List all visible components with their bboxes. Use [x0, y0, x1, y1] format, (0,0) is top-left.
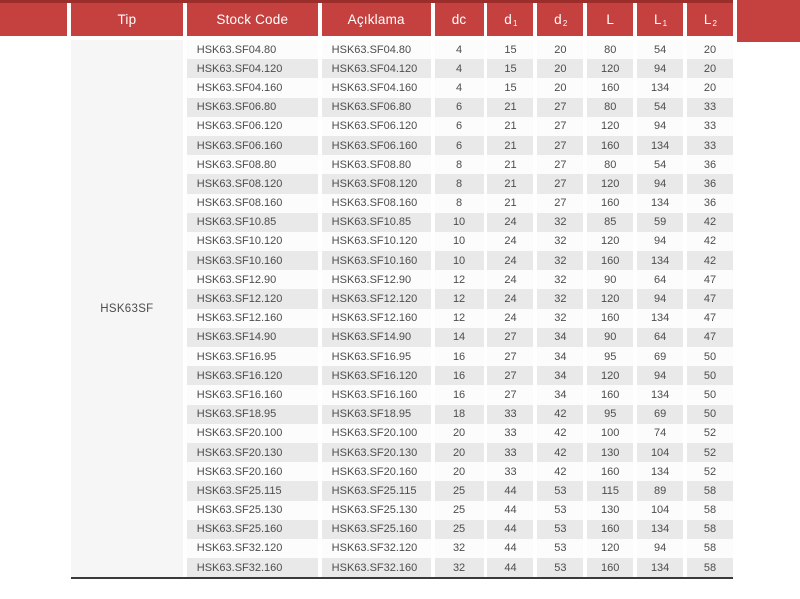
header-label-d2: d	[554, 12, 562, 27]
cell-dc: 12	[435, 309, 484, 328]
cell-aciklama: HSK63.SF18.95	[322, 405, 431, 424]
cell-L1: 94	[637, 117, 683, 136]
cell-d2: 27	[537, 155, 583, 174]
cell-L: 95	[587, 347, 633, 366]
cell-L: 120	[587, 539, 633, 558]
header-cell-dc	[435, 3, 484, 36]
cell-d2: 34	[537, 385, 583, 404]
cell-aciklama: HSK63.SF12.160	[322, 309, 431, 328]
cell-d1: 33	[487, 443, 533, 462]
cell-aciklama: HSK63.SF06.80	[322, 98, 431, 117]
cell-d1: 24	[487, 270, 533, 289]
cell-L1: 104	[637, 443, 683, 462]
cell-L: 160	[587, 251, 633, 270]
header-cell-L	[587, 3, 633, 36]
header-cell-L1	[637, 3, 683, 36]
cell-stock_code: HSK63.SF04.120	[187, 59, 318, 78]
cell-aciklama: HSK63.SF04.160	[322, 78, 431, 97]
cell-L2: 58	[687, 481, 733, 500]
cell-dc: 25	[435, 520, 484, 539]
cell-d2: 20	[537, 78, 583, 97]
cell-aciklama: HSK63.SF08.160	[322, 194, 431, 213]
cell-dc: 20	[435, 462, 484, 481]
cell-L1: 134	[637, 194, 683, 213]
cell-L2: 20	[687, 40, 733, 59]
cell-L2: 52	[687, 443, 733, 462]
cell-aciklama: HSK63.SF25.115	[322, 481, 431, 500]
cell-L: 80	[587, 40, 633, 59]
cell-L1: 64	[637, 328, 683, 347]
cell-stock_code: HSK63.SF06.120	[187, 117, 318, 136]
cell-L1: 94	[637, 174, 683, 193]
cell-d1: 33	[487, 424, 533, 443]
cell-dc: 12	[435, 289, 484, 308]
cell-d1: 27	[487, 347, 533, 366]
cell-aciklama: HSK63.SF25.130	[322, 501, 431, 520]
cell-d2: 27	[537, 194, 583, 213]
tip-group-label: HSK63SF	[100, 302, 154, 315]
cell-dc: 10	[435, 213, 484, 232]
cell-stock_code: HSK63.SF20.130	[187, 443, 318, 462]
cell-dc: 18	[435, 405, 484, 424]
cell-stock_code: HSK63.SF04.80	[187, 40, 318, 59]
header-label-L: L	[606, 12, 615, 27]
cell-aciklama: HSK63.SF14.90	[322, 328, 431, 347]
cell-L: 160	[587, 385, 633, 404]
cell-d1: 24	[487, 309, 533, 328]
cell-L: 120	[587, 289, 633, 308]
cell-dc: 20	[435, 443, 484, 462]
cell-L: 160	[587, 520, 633, 539]
cell-L2: 36	[687, 155, 733, 174]
cell-d2: 32	[537, 270, 583, 289]
cell-dc: 8	[435, 155, 484, 174]
tip-group-cell	[71, 40, 183, 577]
cell-aciklama: HSK63.SF04.80	[322, 40, 431, 59]
header-cell-d1	[487, 3, 533, 36]
cell-L: 80	[587, 98, 633, 117]
cell-d1: 15	[487, 59, 533, 78]
cell-L2: 36	[687, 194, 733, 213]
cell-L: 100	[587, 424, 633, 443]
cell-stock_code: HSK63.SF20.160	[187, 462, 318, 481]
header-label-dc: dc	[451, 12, 467, 27]
cell-L2: 36	[687, 174, 733, 193]
cell-stock_code: HSK63.SF18.95	[187, 405, 318, 424]
cell-L1: 134	[637, 520, 683, 539]
cell-aciklama: HSK63.SF32.120	[322, 539, 431, 558]
cell-d2: 53	[537, 558, 583, 577]
cell-d1: 24	[487, 232, 533, 251]
cell-L1: 69	[637, 347, 683, 366]
cell-d2: 27	[537, 174, 583, 193]
cell-L1: 94	[637, 59, 683, 78]
cell-dc: 4	[435, 59, 484, 78]
cell-stock_code: HSK63.SF08.120	[187, 174, 318, 193]
cell-L1: 134	[637, 78, 683, 97]
cell-L2: 42	[687, 232, 733, 251]
table-header-row	[0, 3, 800, 42]
cell-aciklama: HSK63.SF32.160	[322, 558, 431, 577]
header-cell-aciklama	[322, 3, 431, 36]
cell-d2: 32	[537, 232, 583, 251]
cell-dc: 10	[435, 232, 484, 251]
cell-L2: 47	[687, 270, 733, 289]
header-label-L1: L	[653, 12, 662, 27]
cell-L2: 50	[687, 366, 733, 385]
cell-stock_code: HSK63.SF10.160	[187, 251, 318, 270]
cell-aciklama: HSK63.SF06.120	[322, 117, 431, 136]
cell-L2: 58	[687, 558, 733, 577]
cell-L: 115	[587, 481, 633, 500]
cell-L2: 52	[687, 462, 733, 481]
cell-d1: 21	[487, 155, 533, 174]
cell-d2: 53	[537, 481, 583, 500]
cell-L: 120	[587, 232, 633, 251]
cell-d1: 21	[487, 174, 533, 193]
cell-L1: 94	[637, 539, 683, 558]
cell-stock_code: HSK63.SF06.160	[187, 136, 318, 155]
header-label-tip: Tip	[117, 12, 137, 27]
cell-d2: 32	[537, 213, 583, 232]
cell-d2: 27	[537, 117, 583, 136]
cell-aciklama: HSK63.SF16.120	[322, 366, 431, 385]
cell-d2: 34	[537, 366, 583, 385]
cell-d1: 27	[487, 366, 533, 385]
cell-L: 120	[587, 366, 633, 385]
cell-d1: 21	[487, 117, 533, 136]
cell-dc: 25	[435, 481, 484, 500]
header-label-d1: d	[504, 12, 512, 27]
cell-stock_code: HSK63.SF14.90	[187, 328, 318, 347]
cell-dc: 14	[435, 328, 484, 347]
cell-stock_code: HSK63.SF20.100	[187, 424, 318, 443]
cell-dc: 16	[435, 347, 484, 366]
cell-d1: 24	[487, 213, 533, 232]
cell-d1: 15	[487, 40, 533, 59]
header-label-L2: L	[703, 12, 712, 27]
cell-L1: 134	[637, 251, 683, 270]
cell-stock_code: HSK63.SF08.160	[187, 194, 318, 213]
cell-L1: 54	[637, 98, 683, 117]
cell-L: 160	[587, 462, 633, 481]
cell-stock_code: HSK63.SF25.130	[187, 501, 318, 520]
cell-stock_code: HSK63.SF12.90	[187, 270, 318, 289]
cell-dc: 4	[435, 40, 484, 59]
header-cell-tip	[71, 3, 183, 36]
cell-d2: 42	[537, 424, 583, 443]
cell-dc: 6	[435, 117, 484, 136]
cell-stock_code: HSK63.SF12.120	[187, 289, 318, 308]
cell-dc: 6	[435, 98, 484, 117]
cell-aciklama: HSK63.SF04.120	[322, 59, 431, 78]
cell-L: 95	[587, 405, 633, 424]
cell-L: 85	[587, 213, 633, 232]
cell-aciklama: HSK63.SF20.160	[322, 462, 431, 481]
header-cell-L2	[687, 3, 733, 36]
cell-aciklama: HSK63.SF16.160	[322, 385, 431, 404]
cell-L: 120	[587, 59, 633, 78]
cell-d2: 32	[537, 289, 583, 308]
cell-L2: 50	[687, 347, 733, 366]
cell-d2: 42	[537, 443, 583, 462]
cell-L2: 42	[687, 213, 733, 232]
cell-L2: 42	[687, 251, 733, 270]
cell-dc: 20	[435, 424, 484, 443]
cell-d2: 53	[537, 520, 583, 539]
header-label-aciklama: Açıklama	[347, 12, 405, 27]
cell-L2: 50	[687, 385, 733, 404]
cell-L2: 33	[687, 136, 733, 155]
header-sub-L2: 2	[712, 18, 718, 28]
cell-aciklama: HSK63.SF10.85	[322, 213, 431, 232]
cell-L1: 59	[637, 213, 683, 232]
cell-dc: 12	[435, 270, 484, 289]
cell-d1: 21	[487, 136, 533, 155]
cell-d1: 24	[487, 289, 533, 308]
cell-L: 160	[587, 558, 633, 577]
cell-L: 80	[587, 155, 633, 174]
cell-stock_code: HSK63.SF25.160	[187, 520, 318, 539]
cell-stock_code: HSK63.SF08.80	[187, 155, 318, 174]
cell-L1: 134	[637, 385, 683, 404]
cell-dc: 8	[435, 174, 484, 193]
cell-stock_code: HSK63.SF12.160	[187, 309, 318, 328]
cell-L2: 47	[687, 289, 733, 308]
cell-aciklama: HSK63.SF16.95	[322, 347, 431, 366]
cell-L: 160	[587, 309, 633, 328]
cell-d2: 42	[537, 405, 583, 424]
header-sub-d1: 1	[512, 18, 518, 28]
cell-aciklama: HSK63.SF20.100	[322, 424, 431, 443]
cell-d2: 34	[537, 328, 583, 347]
cell-aciklama: HSK63.SF12.90	[322, 270, 431, 289]
cell-L1: 94	[637, 232, 683, 251]
cell-L2: 58	[687, 539, 733, 558]
cell-L: 90	[587, 270, 633, 289]
cell-d1: 44	[487, 501, 533, 520]
cell-dc: 32	[435, 539, 484, 558]
cell-L1: 104	[637, 501, 683, 520]
cell-aciklama: HSK63.SF20.130	[322, 443, 431, 462]
cell-L2: 47	[687, 328, 733, 347]
header-label-stock-code: Stock Code	[216, 12, 289, 27]
cell-d2: 34	[537, 347, 583, 366]
cell-d1: 33	[487, 462, 533, 481]
cell-L: 130	[587, 501, 633, 520]
cell-d1: 24	[487, 251, 533, 270]
cell-aciklama: HSK63.SF10.160	[322, 251, 431, 270]
cell-L: 90	[587, 328, 633, 347]
cell-L1: 94	[637, 366, 683, 385]
cell-d2: 27	[537, 136, 583, 155]
cell-dc: 8	[435, 194, 484, 213]
cell-d1: 44	[487, 520, 533, 539]
header-cell-d2	[537, 3, 583, 36]
cell-L1: 134	[637, 309, 683, 328]
cell-L1: 134	[637, 136, 683, 155]
cell-stock_code: HSK63.SF32.120	[187, 539, 318, 558]
cell-L2: 33	[687, 98, 733, 117]
cell-d2: 32	[537, 251, 583, 270]
cell-dc: 10	[435, 251, 484, 270]
cell-dc: 6	[435, 136, 484, 155]
cell-d1: 21	[487, 98, 533, 117]
cell-d1: 21	[487, 194, 533, 213]
cell-L: 160	[587, 194, 633, 213]
cell-d1: 44	[487, 558, 533, 577]
header-cell-stock-code	[187, 3, 318, 36]
cell-dc: 4	[435, 78, 484, 97]
cell-stock_code: HSK63.SF04.160	[187, 78, 318, 97]
cell-d2: 20	[537, 40, 583, 59]
cell-d2: 53	[537, 539, 583, 558]
cell-stock_code: HSK63.SF16.120	[187, 366, 318, 385]
cell-L: 130	[587, 443, 633, 462]
cell-L1: 54	[637, 155, 683, 174]
cell-aciklama: HSK63.SF06.160	[322, 136, 431, 155]
table-body	[0, 40, 800, 577]
table-bottom-border	[71, 577, 733, 579]
header-cell-blank-right	[737, 0, 800, 42]
cell-L1: 94	[637, 289, 683, 308]
cell-stock_code: HSK63.SF06.80	[187, 98, 318, 117]
cell-d1: 44	[487, 481, 533, 500]
cell-L1: 74	[637, 424, 683, 443]
cell-d1: 44	[487, 539, 533, 558]
cell-stock_code: HSK63.SF10.85	[187, 213, 318, 232]
cell-stock_code: HSK63.SF32.160	[187, 558, 318, 577]
cell-aciklama: HSK63.SF10.120	[322, 232, 431, 251]
cell-L2: 20	[687, 59, 733, 78]
cell-aciklama: HSK63.SF08.120	[322, 174, 431, 193]
cell-d1: 33	[487, 405, 533, 424]
cell-d1: 27	[487, 328, 533, 347]
cell-dc: 25	[435, 501, 484, 520]
cell-d2: 27	[537, 98, 583, 117]
cell-L: 120	[587, 117, 633, 136]
cell-d2: 53	[537, 501, 583, 520]
cell-L: 120	[587, 174, 633, 193]
cell-L1: 69	[637, 405, 683, 424]
cell-L2: 52	[687, 424, 733, 443]
cell-d1: 15	[487, 78, 533, 97]
header-sub-L1: 1	[662, 18, 668, 28]
cell-stock_code: HSK63.SF10.120	[187, 232, 318, 251]
cell-d2: 32	[537, 309, 583, 328]
cell-L: 160	[587, 78, 633, 97]
header-sub-d2: 2	[562, 18, 568, 28]
cell-L2: 58	[687, 520, 733, 539]
cell-dc: 16	[435, 385, 484, 404]
cell-d1: 27	[487, 385, 533, 404]
cell-aciklama: HSK63.SF08.80	[322, 155, 431, 174]
cell-L2: 50	[687, 405, 733, 424]
cell-stock_code: HSK63.SF25.115	[187, 481, 318, 500]
cell-aciklama: HSK63.SF12.120	[322, 289, 431, 308]
header-cell-blank-left	[0, 3, 67, 36]
cell-d2: 42	[537, 462, 583, 481]
cell-L: 160	[587, 136, 633, 155]
cell-dc: 16	[435, 366, 484, 385]
cell-L2: 33	[687, 117, 733, 136]
cell-L2: 58	[687, 501, 733, 520]
cell-stock_code: HSK63.SF16.160	[187, 385, 318, 404]
cell-L1: 89	[637, 481, 683, 500]
cell-aciklama: HSK63.SF25.160	[322, 520, 431, 539]
cell-L1: 134	[637, 558, 683, 577]
cell-L1: 134	[637, 462, 683, 481]
cell-L2: 47	[687, 309, 733, 328]
cell-L2: 20	[687, 78, 733, 97]
cell-stock_code: HSK63.SF16.95	[187, 347, 318, 366]
cell-d2: 20	[537, 59, 583, 78]
cell-L1: 64	[637, 270, 683, 289]
cell-L1: 54	[637, 40, 683, 59]
cell-dc: 32	[435, 558, 484, 577]
